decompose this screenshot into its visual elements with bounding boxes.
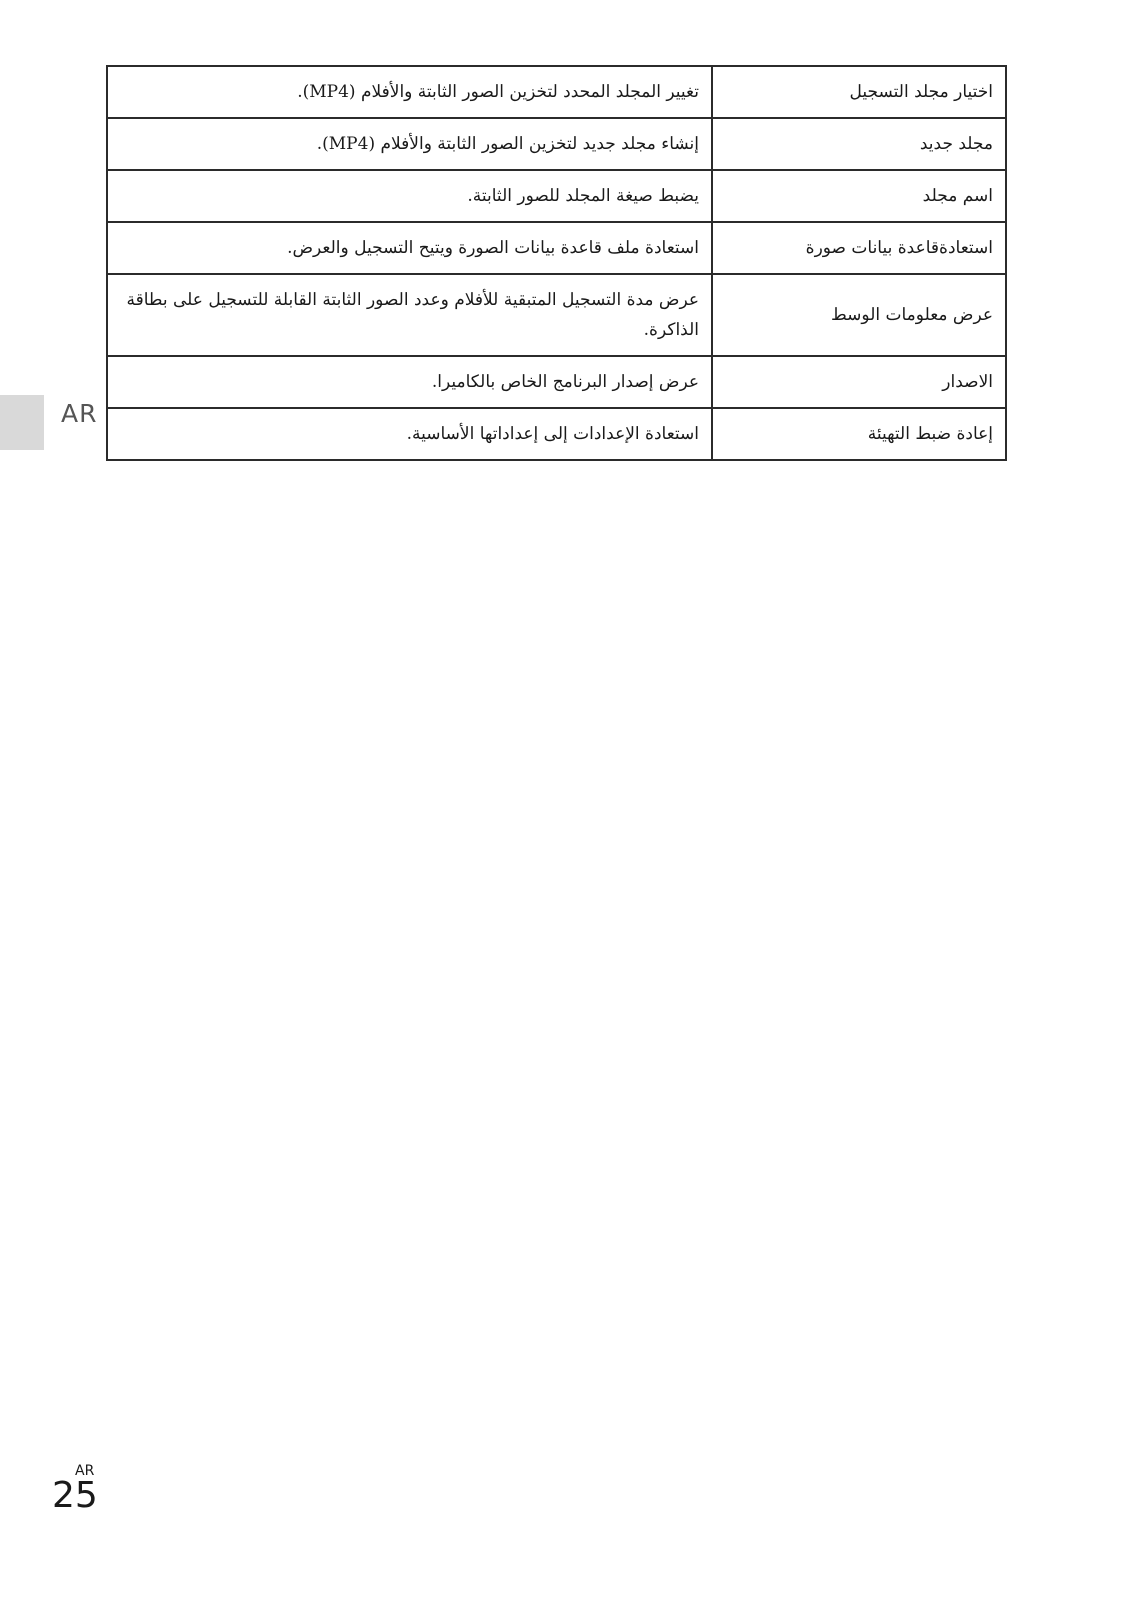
table-row (107, 222, 1006, 274)
language-tab-label: AR (61, 399, 98, 428)
setting-description: استعادة ملف قاعدة بيانات الصورة ويتيح التسجيل والعرض. (107, 222, 712, 274)
setting-description: استعادة الإعدادات إلى إعداداتها الأساسية. (107, 408, 712, 460)
setting-item: عرض معلومات الوسط (712, 274, 1006, 356)
setting-description: إنشاء مجلد جديد لتخزين الصور الثابتة والأفلام (MP4). (107, 118, 712, 170)
setting-description: عرض مدة التسجيل المتبقية للأفلام وعدد الصور الثابتة القابلة للتسجيل على بطاقة الذاكرة. (107, 274, 712, 356)
page-number-suffix: AR (75, 1463, 95, 1479)
table-row (107, 408, 1006, 460)
setting-item: الاصدار (712, 356, 1006, 408)
page-number: 25 (52, 1475, 98, 1516)
setting-description: يضبط صيغة المجلد للصور الثابتة. (107, 170, 712, 222)
table-row (107, 274, 1006, 356)
language-tab-marker (0, 395, 44, 450)
table-row (107, 170, 1006, 222)
setting-item: مجلد جديد (712, 118, 1006, 170)
setting-item: اختيار مجلد التسجيل (712, 66, 1006, 118)
table-row (107, 118, 1006, 170)
setting-description: عرض إصدار البرنامج الخاص بالكاميرا. (107, 356, 712, 408)
table-row (107, 66, 1006, 118)
settings-table (106, 65, 1007, 461)
setting-item: اسم مجلد (712, 170, 1006, 222)
setting-item: إعادة ضبط التهيئة (712, 408, 1006, 460)
setting-item: استعادةقاعدة بيانات صورة (712, 222, 1006, 274)
setting-description: تغيير المجلد المحدد لتخزين الصور الثابتة والأفلام (MP4). (107, 66, 712, 118)
table-row (107, 356, 1006, 408)
